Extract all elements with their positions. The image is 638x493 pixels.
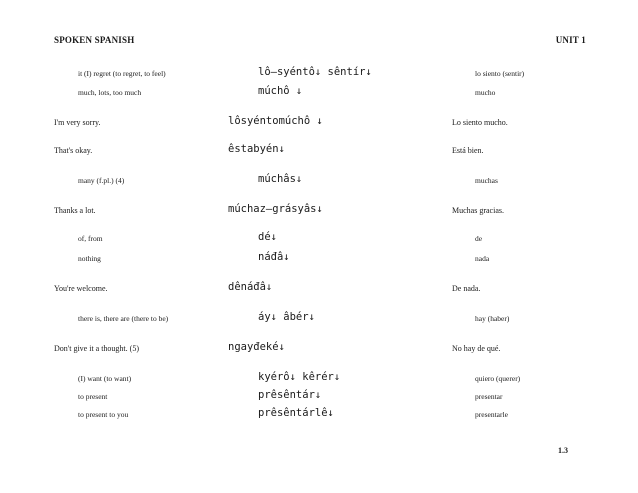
english-gloss: to present — [78, 392, 108, 401]
phonetic-transcription: ngayđeké↓ — [228, 341, 285, 353]
sentence-row — [0, 143, 638, 159]
spanish-text: lo siento (sentir) — [475, 69, 525, 78]
spanish-sentence: Está bien. — [452, 146, 484, 155]
spanish-text: presentar — [475, 392, 503, 401]
spanish-sentence: Muchas gracias. — [452, 206, 504, 215]
sentence-row — [0, 203, 638, 219]
page-number: 1.3 — [558, 446, 568, 455]
phonetic-transcription: dé↓ — [258, 231, 277, 243]
phonetic-transcription: lô—syéntô↓ sêntír↓ — [258, 66, 372, 78]
vocab-row — [0, 311, 638, 327]
vocab-row — [0, 85, 638, 101]
phonetic-transcription: múchâs↓ — [258, 173, 303, 185]
english-gloss: nothing — [78, 254, 101, 263]
english-gloss: there is, there are (there to be) — [78, 314, 169, 323]
running-header-title: SPOKEN SPANISH — [54, 35, 135, 45]
phonetic-transcription: náđâ↓ — [258, 251, 290, 263]
spanish-sentence: Lo siento mucho. — [452, 118, 508, 127]
phonetic-transcription: prêsêntár↓ — [258, 389, 322, 401]
english-gloss: (I) want (to want) — [78, 374, 132, 383]
spanish-text: muchas — [475, 176, 498, 185]
english-gloss: to present to you — [78, 410, 129, 419]
english-sentence: I'm very sorry. — [54, 118, 101, 127]
english-sentence: That's okay. — [54, 146, 93, 155]
sentence-row — [0, 281, 638, 297]
sentence-row — [0, 115, 638, 131]
english-gloss: it (I) regret (to regret, to feel) — [78, 69, 166, 78]
vocab-row — [0, 371, 638, 387]
vocab-row — [0, 231, 638, 247]
vocab-row — [0, 173, 638, 189]
spanish-text: de — [475, 234, 483, 243]
english-sentence: You're welcome. — [54, 284, 108, 293]
phonetic-transcription: êstabyén↓ — [228, 143, 285, 155]
running-header-unit: UNIT 1 — [555, 35, 586, 45]
phonetic-transcription: kyérô↓ kêrér↓ — [258, 371, 341, 383]
vocab-row — [0, 66, 638, 82]
spanish-text: mucho — [475, 88, 496, 97]
spanish-sentence: No hay de qué. — [452, 344, 501, 353]
spanish-text: quiero (querer) — [475, 374, 521, 383]
spanish-sentence: De nada. — [452, 284, 481, 293]
vocab-row — [0, 389, 638, 405]
spanish-text: nada — [475, 254, 490, 263]
english-gloss: of, from — [78, 234, 103, 243]
vocab-row — [0, 407, 638, 423]
phonetic-transcription: múchô ↓ — [258, 85, 303, 97]
spanish-text: hay (haber) — [475, 314, 510, 323]
english-sentence: Don't give it a thought. (5) — [54, 344, 139, 353]
phonetic-transcription: prêsêntárlê↓ — [258, 407, 334, 419]
english-gloss: much, lots, too much — [78, 88, 142, 97]
english-sentence: Thanks a lot. — [54, 206, 96, 215]
phonetic-transcription: áy↓ âbér↓ — [258, 311, 315, 323]
sentence-row — [0, 341, 638, 357]
spanish-text: presentarle — [475, 410, 508, 419]
phonetic-transcription: múchaz—grásyâs↓ — [228, 203, 323, 215]
english-gloss: many (f.pl.) (4) — [78, 176, 125, 185]
vocab-row — [0, 251, 638, 267]
phonetic-transcription: dênáđâ↓ — [228, 281, 273, 293]
phonetic-transcription: lôsyéntomúchô ↓ — [228, 115, 323, 127]
